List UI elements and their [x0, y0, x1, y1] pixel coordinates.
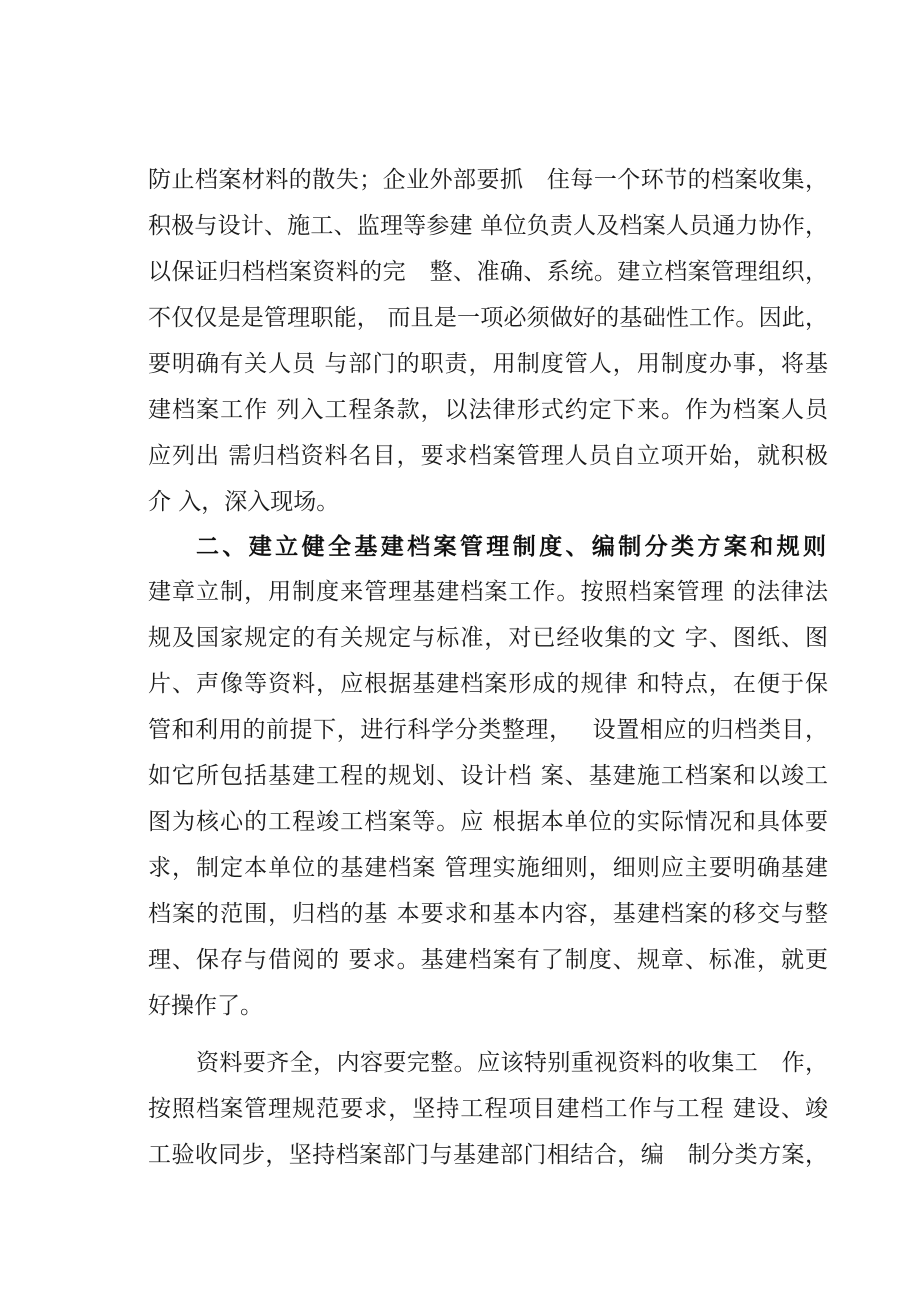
- body-text-line: 好操作了。: [148, 993, 263, 1019]
- body-text-line: 工验收同步，坚持档案部门与基建部门相结合，编 制分类方案，: [148, 1142, 828, 1168]
- body-text-line: 求，制定本单位的基建档案 管理实施细则，细则应主要明确基建: [148, 855, 828, 881]
- body-text-line: 要明确有关人员 与部门的职责，用制度管人，用制度办事，将基: [148, 351, 828, 377]
- body-text-line: 理、保存与借阅的 要求。基建档案有了制度、规章、标准，就更: [148, 947, 828, 973]
- body-text-line: 建章立制，用制度来管理基建档案工作。按照档案管理 的法律法: [148, 579, 828, 605]
- body-text-line: 防止档案材料的散失；企业外部要抓 住每一个环节的档案收集，: [148, 167, 828, 193]
- body-text-line: 介 入，深入现场。: [148, 489, 340, 515]
- body-text-line: 管和利用的前提下，进行科学分类整理， 设置相应的归档类目，: [148, 717, 828, 743]
- body-text-line: 档案的范围，归档的基 本要求和基本内容，基建档案的移交与整: [148, 901, 828, 927]
- body-text-line: 片、声像等资料，应根据基建档案形成的规律 和特点，在便于保: [148, 671, 828, 697]
- body-text-line: 不仅仅是是管理职能， 而且是一项必须做好的基础性工作。因此，: [148, 305, 828, 331]
- body-text-line: 应列出 需归档资料名目，要求档案管理人员自立项开始，就积极: [148, 443, 828, 469]
- body-text-line: 规及国家规定的有关规定与标准，对已经收集的文 字、图纸、图: [148, 625, 828, 651]
- body-text-line: 积极与设计、施工、监理等参建 单位负责人及档案人员通力协作，: [148, 213, 828, 239]
- body-text-line: 如它所包括基建工程的规划、设计档 案、基建施工档案和以竣工: [148, 763, 828, 789]
- section-heading: 二、建立健全基建档案管理制度、编制分类方案和规则: [196, 534, 826, 560]
- body-text-line: 以保证归档档案资料的完 整、准确、系统。建立档案管理组织，: [148, 259, 828, 285]
- body-text-line: 按照档案管理规范要求，坚持工程项目建档工作与工程 建设、竣: [148, 1096, 828, 1122]
- body-text-line: 资料要齐全，内容要完整。应该特别重视资料的收集工 作，: [196, 1050, 828, 1076]
- body-text-line: 图为核心的工程竣工档案等。应 根据本单位的实际情况和具体要: [148, 809, 828, 835]
- body-text-line: 建档案工作 列入工程条款，以法律形式约定下来。作为档案人员: [148, 397, 828, 423]
